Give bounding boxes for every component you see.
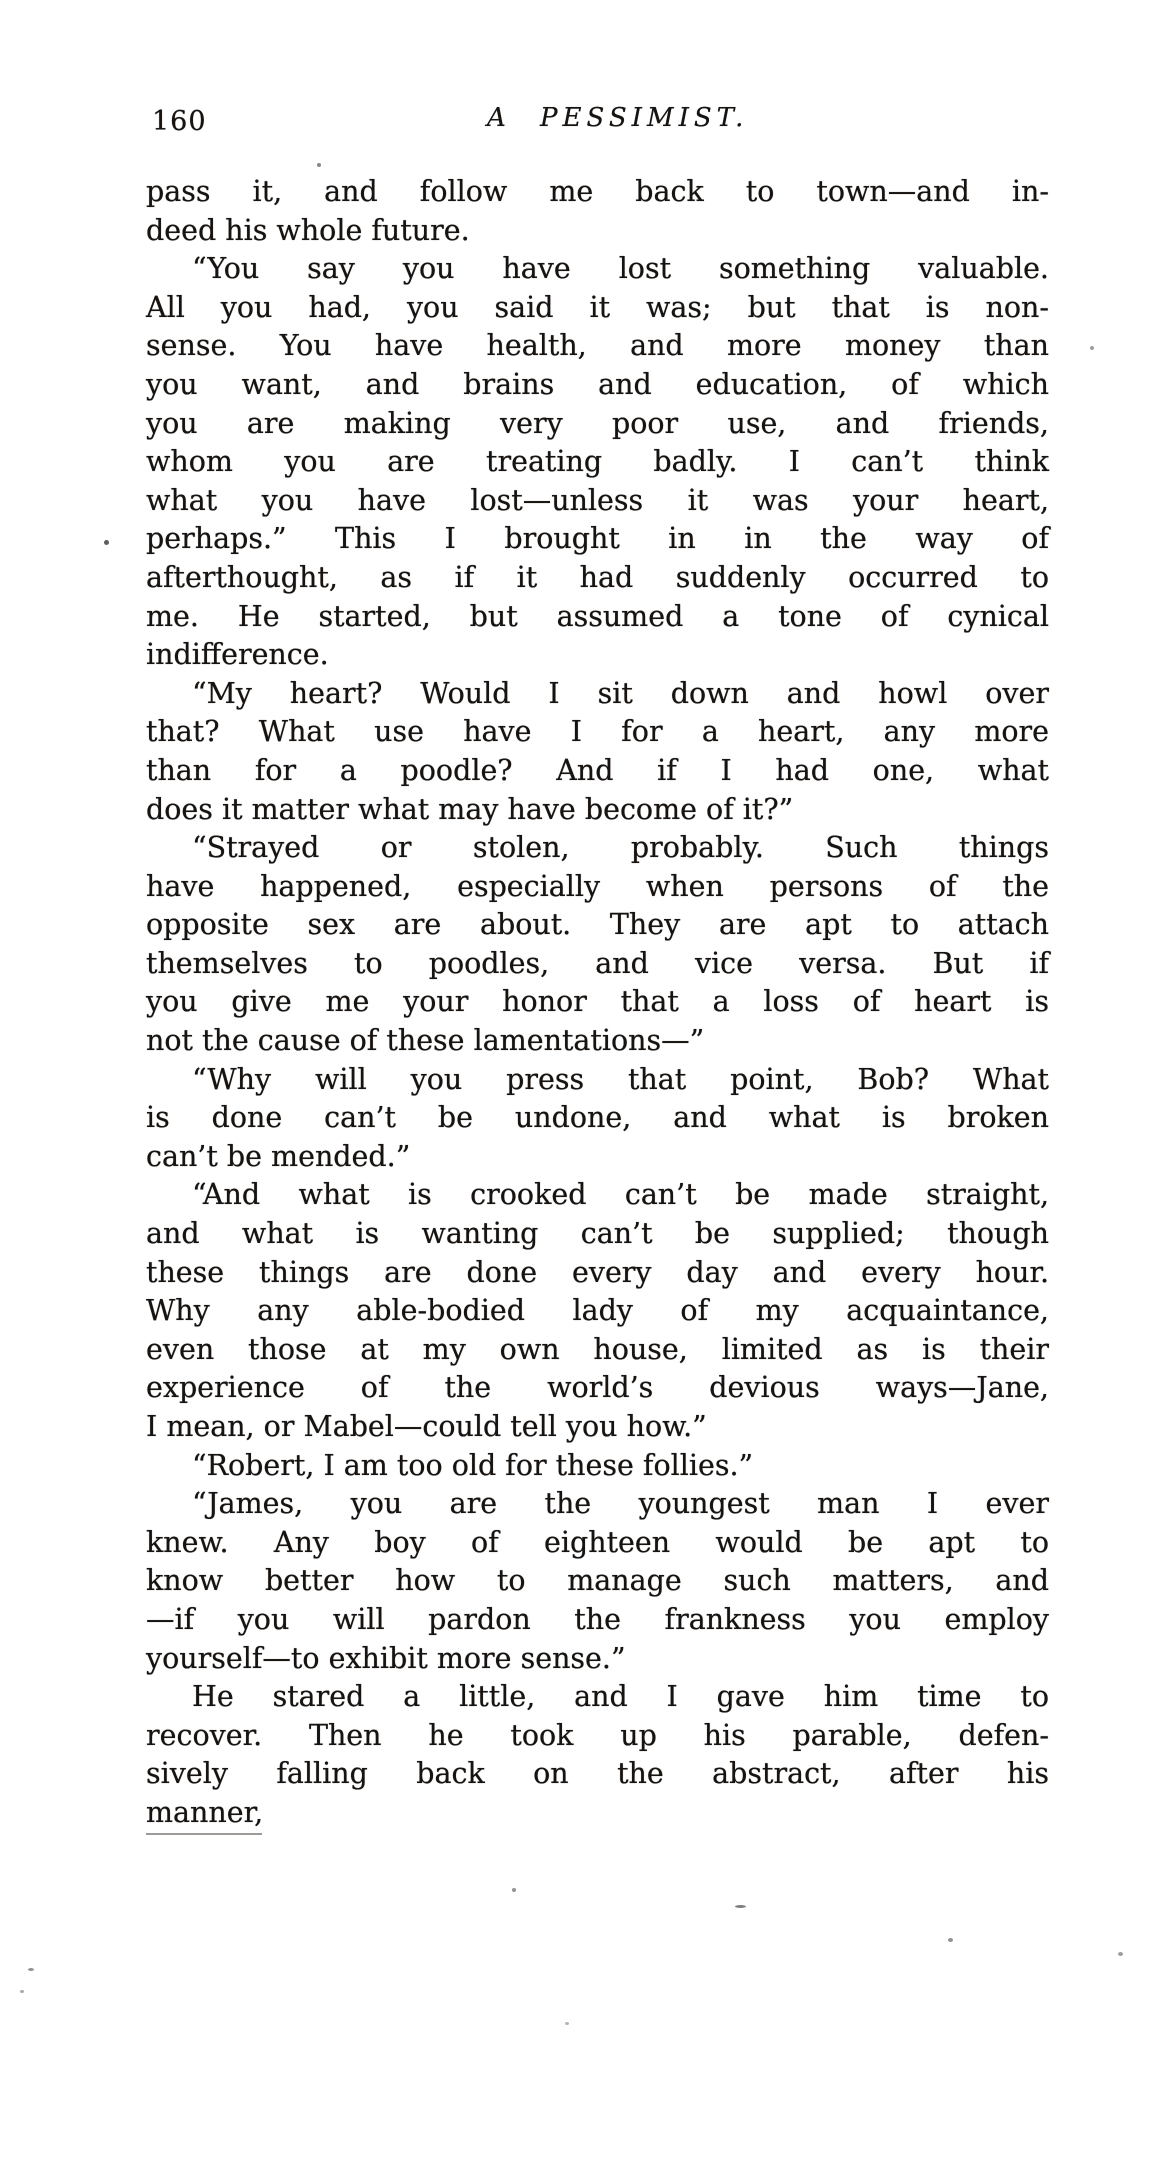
text-line: knew. Any boy of eighteen would be apt to	[146, 1525, 1049, 1559]
text-line: Why any able-bodied lady of my acquaintance,	[146, 1294, 1049, 1328]
text-line: deed his whole future.	[146, 213, 470, 247]
scan-speck	[948, 1938, 953, 1942]
text-line: All you had, you said it was; but that is non-	[146, 290, 1049, 324]
text-line: have happened, especially when persons of the	[146, 869, 1049, 903]
text-line: afterthought, as if it had suddenly occurred to	[146, 560, 1049, 594]
text-line: manner,	[146, 1795, 264, 1829]
text-line: “You say you have lost something valuable.	[192, 252, 1049, 286]
text-line: me. He started, but assumed a tone of cynical	[146, 599, 1049, 633]
text-line: experience of the world’s devious ways—Jane,	[146, 1371, 1049, 1405]
scan-speck	[565, 2022, 569, 2025]
text-line: recover. Then he took up his parable, defen-	[146, 1718, 1049, 1752]
text-line: “And what is crooked can’t be made straight,	[192, 1178, 1049, 1212]
scan-speck	[1118, 1952, 1123, 1956]
scan-speck	[28, 1968, 34, 1971]
text-line: perhaps.” This I brought in in the way of	[146, 522, 1049, 556]
text-line: “James, you are the youngest man I ever	[192, 1487, 1049, 1521]
text-line: not the cause of these lamentations—”	[146, 1024, 705, 1058]
text-line: that? What use have I for a heart, any more	[146, 715, 1049, 749]
scan-speck	[20, 1990, 24, 1993]
text-line: even those at my own house, limited as is their	[146, 1332, 1049, 1366]
text-line: I mean, or Mabel—could tell you how.”	[146, 1410, 707, 1443]
text-line: “Strayed or stolen, probably. Such things	[192, 831, 1049, 865]
text-line: than for a poodle? And if I had one, what	[146, 753, 1049, 787]
text-line: pass it, and follow me back to town—and in-	[146, 175, 1049, 208]
text-line: know better how to manage such matters, and	[146, 1564, 1049, 1598]
running-title: A PESSIMIST.	[487, 103, 749, 133]
text-line: what you have lost—unless it was your heart,	[146, 483, 1049, 517]
scan-speck	[735, 1905, 746, 1908]
text-line: whom you are treating badly. I can’t think	[146, 445, 1049, 479]
page-text	[146, 173, 1049, 1833]
text-line: can’t be mended.”	[146, 1139, 411, 1173]
text-line: you give me your honor that a loss of heart is	[146, 985, 1049, 1019]
text-line: sively falling back on the abstract, after his	[146, 1757, 1049, 1791]
text-line: these things are done every day and every hour.	[146, 1255, 1049, 1289]
text-line: yourself—to exhibit more sense.”	[146, 1641, 626, 1675]
text-line: “Why will you press that point, Bob? What	[192, 1062, 1049, 1096]
text-line: sense. You have health, and more money than	[146, 329, 1049, 363]
scan-speck	[512, 1888, 516, 1892]
text-line: “My heart? Would I sit down and howl over	[192, 676, 1049, 710]
text-line: indifference.	[146, 638, 329, 672]
scan-speck	[104, 540, 109, 545]
text-line: and what is wanting can’t be supplied; though	[146, 1217, 1049, 1251]
text-line: He stared a little, and I gave him time to	[192, 1680, 1049, 1714]
text-line: does it matter what may have become of it?”	[146, 792, 794, 826]
text-line: you are making very poor use, and friends,	[146, 406, 1049, 440]
text-line: you want, and brains and education, of which	[146, 367, 1049, 401]
page-number: 160	[152, 106, 207, 137]
text-line: “Robert, I am too old for these follies.”	[192, 1448, 754, 1482]
scan-speck	[317, 163, 321, 167]
text-line: themselves to poodles, and vice versa. But if	[146, 946, 1049, 980]
text-line: opposite sex are about. They are apt to attach	[146, 908, 1049, 942]
scan-underline-artifact	[146, 1833, 262, 1835]
scan-speck	[1090, 346, 1094, 350]
text-line: —if you will pardon the frankness you employ	[146, 1602, 1049, 1636]
text-line: is done can’t be undone, and what is broken	[146, 1101, 1049, 1135]
